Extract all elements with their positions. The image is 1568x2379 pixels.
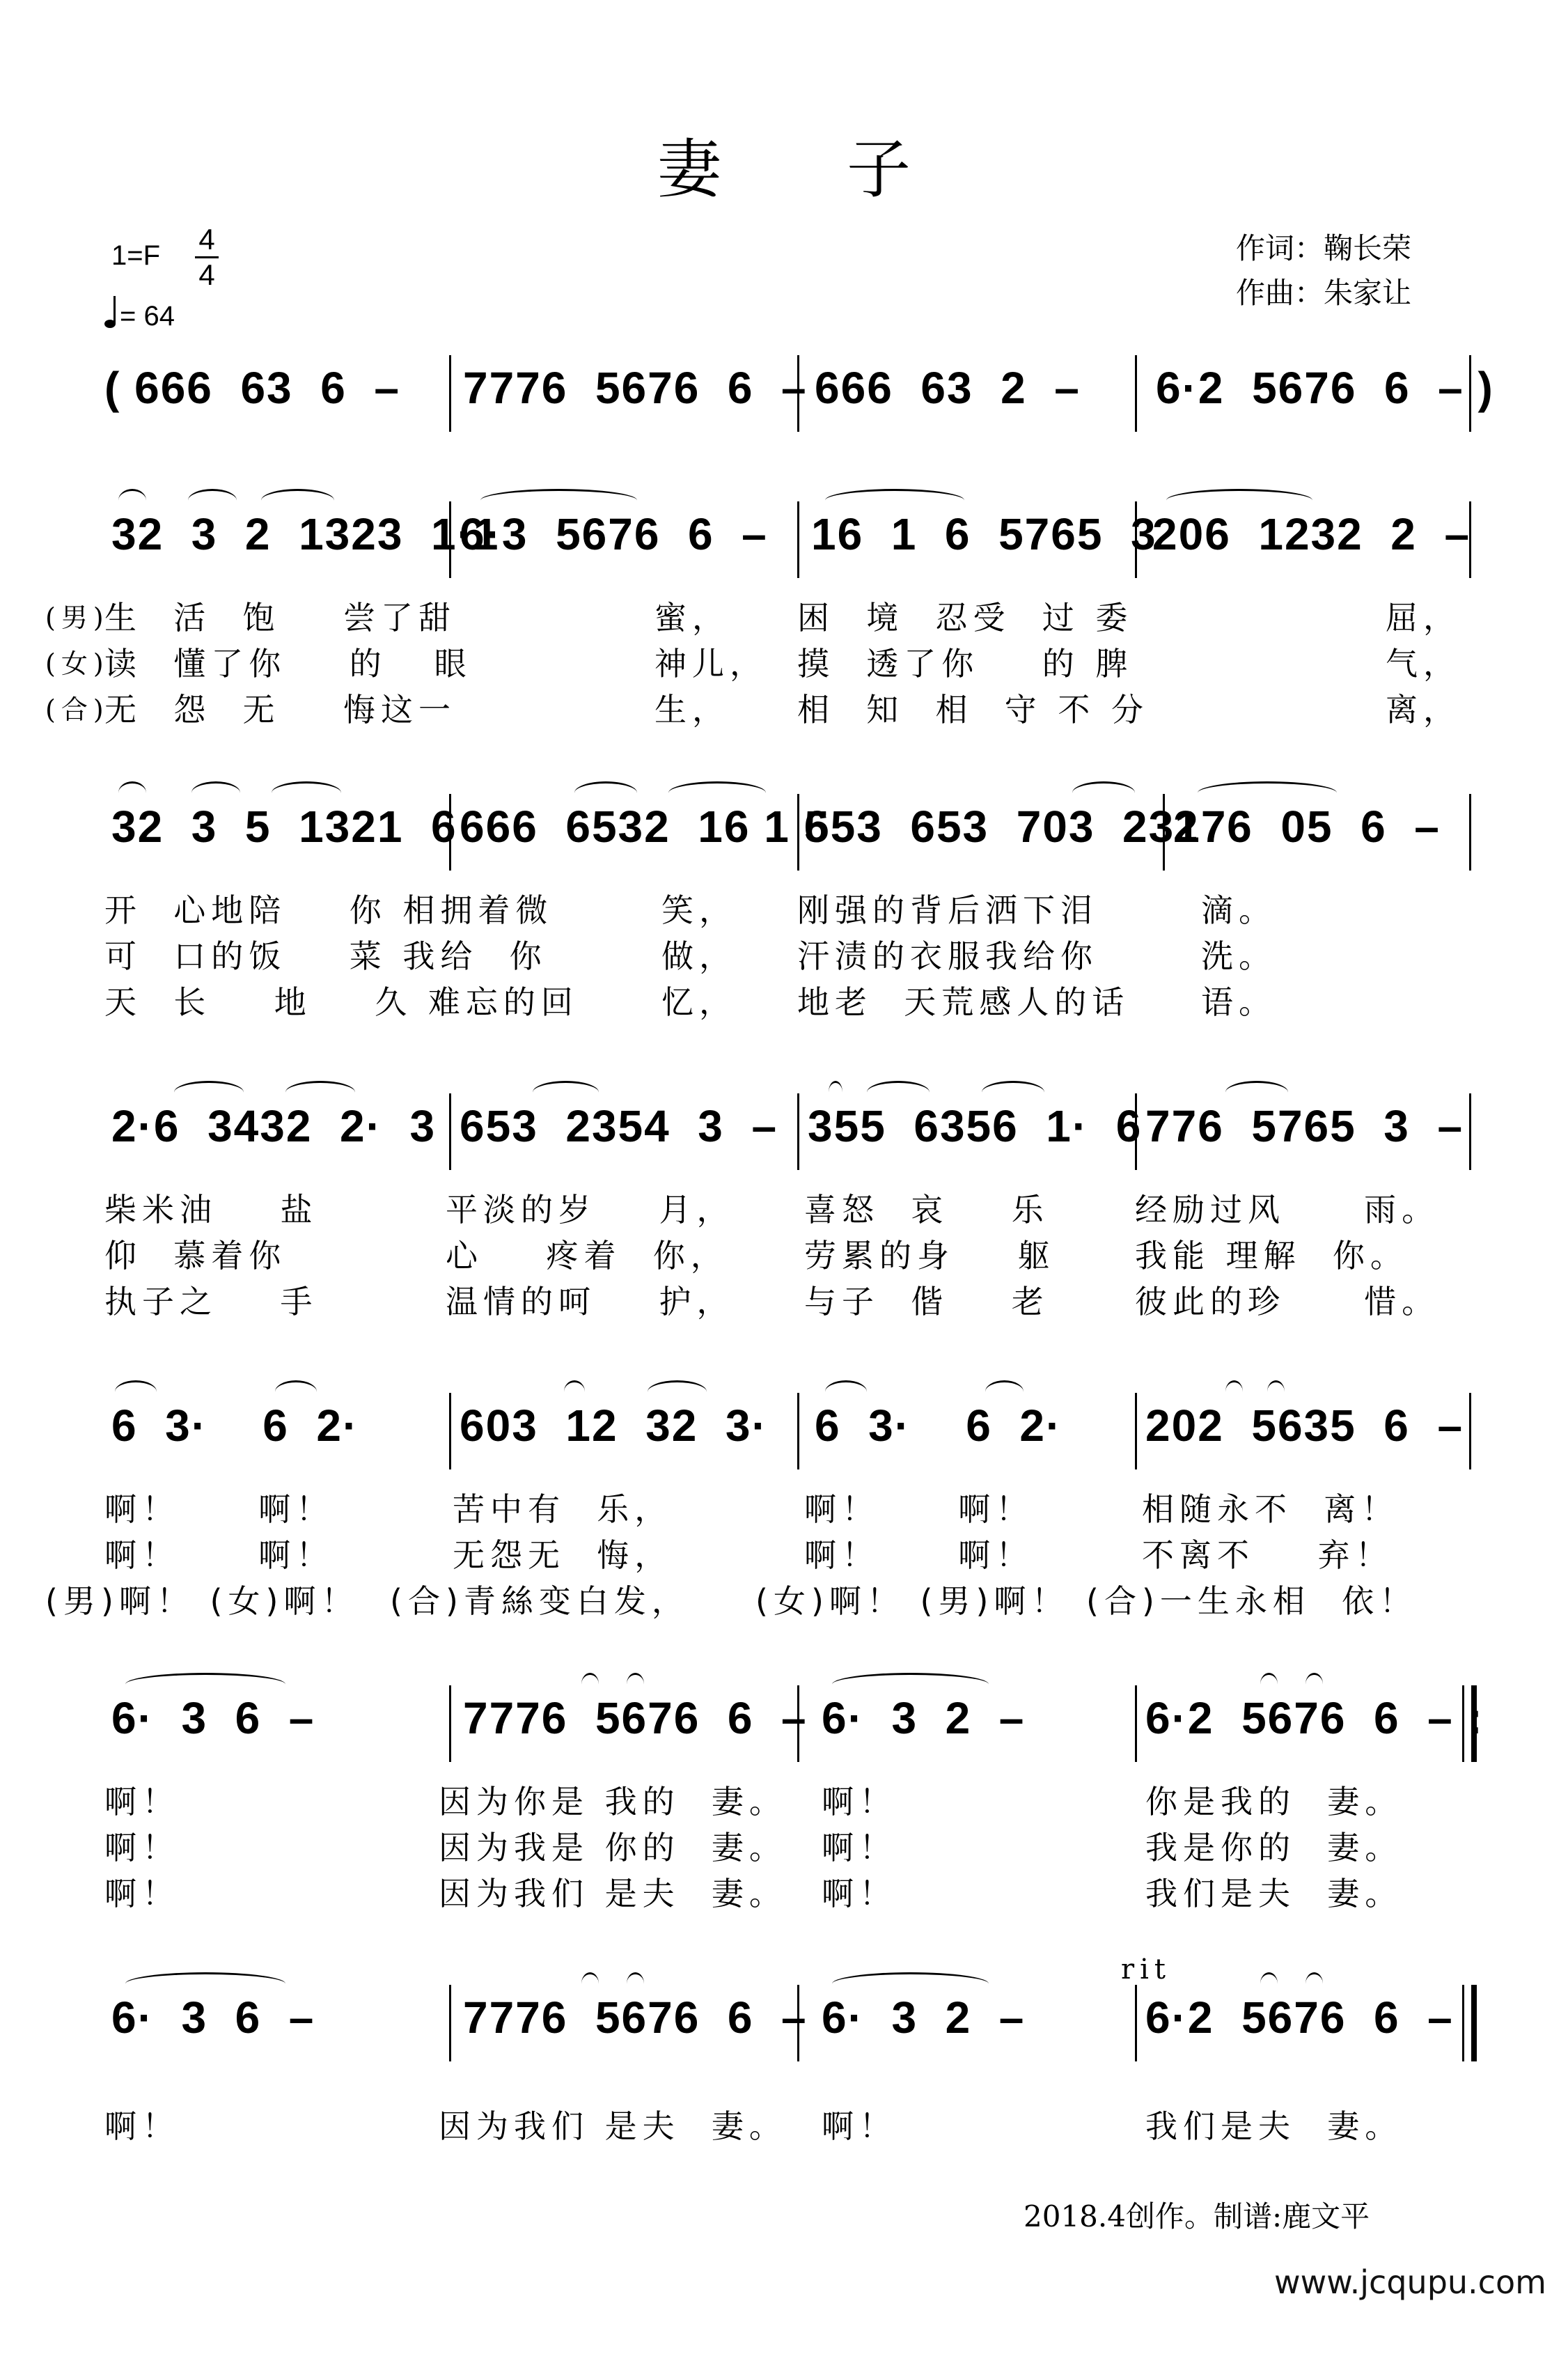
role-label: (合) (45, 694, 109, 725)
barline (797, 794, 799, 871)
barline (449, 794, 451, 871)
lyric-text: 因为我是 你的 妻。 (439, 1829, 787, 1866)
measure: 553 653 703 2317 (804, 802, 1228, 852)
lyric-row-verse-3 (104, 1871, 1483, 1917)
measure: 6· 3 2 – (822, 1693, 1026, 1743)
measure: 666 63 2 – (815, 363, 1081, 413)
barline (449, 1393, 451, 1469)
time-signature-top: 4 (198, 223, 215, 256)
lyric-text: 天 长 地 久 难忘的回 (104, 983, 579, 1021)
measure: 7776 5676 6 – (463, 1992, 808, 2043)
watermark: www.jcqupu.com (1274, 2263, 1546, 2301)
measure: ( 666 63 6 – (104, 363, 400, 413)
lyric-row-verse-2 (45, 641, 1483, 687)
lyrics-block (104, 2103, 1483, 2149)
measure: 6·2 5676 6 – ) (1156, 363, 1494, 413)
lyric-text: 语。 (1201, 983, 1276, 1021)
barline (1135, 1685, 1137, 1762)
lyric-text: 啊！ 啊！ (804, 1536, 1034, 1574)
lyric-text: 洗。 (1201, 937, 1276, 975)
lyric-text: 可 口的饭 菜 我给 你 (104, 937, 547, 975)
lyric-row (104, 2103, 1483, 2149)
lyrics-block (104, 1779, 1483, 1917)
lyric-text: 因为你是 我的 妻。 (439, 1783, 787, 1820)
lyric-row-verse-1 (104, 1779, 1483, 1825)
staff (104, 1985, 1483, 2061)
lyric-text: 相 知 相 守 不 分 (797, 691, 1149, 728)
barline (797, 1393, 799, 1469)
repeat-end-barline (1462, 1685, 1477, 1762)
system-2 (45, 501, 1483, 733)
system-5 (45, 1393, 1483, 1624)
lyric-text: (男)啊！ (女)啊！ (45, 1582, 359, 1620)
lyrics-block (45, 595, 1483, 733)
lyric-row-verse-3 (104, 979, 1483, 1025)
lyric-text: 彼此的珍 惜。 (1135, 1283, 1440, 1320)
lyric-text: 我们是夫 妻。 (1145, 1875, 1403, 1912)
lyric-text: 啊！ (104, 1829, 180, 1866)
lyric-text: 啊！ (822, 1875, 897, 1912)
barline (449, 1685, 451, 1762)
barline (1469, 1393, 1471, 1469)
lyric-text: 啊！ (104, 2107, 180, 2145)
barline (1135, 1093, 1137, 1170)
system-3 (104, 794, 1483, 1025)
barline (1135, 355, 1137, 432)
lyric-row-verse-2 (104, 1233, 1483, 1279)
lyric-text: 啊！ 啊！ (804, 1490, 1034, 1528)
final-barline (1462, 1985, 1477, 2061)
lyric-text: 因为我们 是夫 妻。 (439, 1875, 787, 1912)
lyric-text: 心 疼着 你， (446, 1237, 728, 1274)
barline (797, 1093, 799, 1170)
barline (797, 1685, 799, 1762)
barline (449, 1093, 451, 1170)
barline (1135, 501, 1137, 578)
composer: 作曲：朱家让 (1236, 276, 1412, 310)
lyric-text: 喜怒 哀 乐 (804, 1191, 1049, 1228)
barline (1469, 1093, 1471, 1170)
lyric-text: 离， (1386, 691, 1461, 728)
lyric-row-verse-3 (45, 687, 1483, 733)
credits (1236, 226, 1411, 315)
measure: 6· 3 6 – (111, 1992, 315, 2043)
lyric-text: 困 境 忍受 过 委 (797, 599, 1134, 637)
barline (797, 355, 799, 432)
lyric-text: 柴米油 盐 (104, 1191, 318, 1228)
measure: 16 1 6 5765 3 (811, 509, 1157, 559)
barline (1469, 501, 1471, 578)
tempo-marking (104, 301, 175, 332)
lyric-text: 因为我们 是夫 妻。 (439, 2107, 787, 2145)
measure: 6·2 5676 6 – (1145, 1992, 1454, 2043)
lyric-text: 温情的呵 护， (446, 1283, 735, 1320)
role-label: (男) (45, 602, 109, 633)
barline (449, 1985, 451, 2061)
time-signature-bottom: 4 (198, 258, 215, 291)
measure: 6 3· 6 2· (111, 1401, 359, 1451)
lyric-text: 无怨无 悔， (453, 1536, 673, 1574)
lyric-text: 你是我的 妻。 (1145, 1783, 1403, 1820)
measure: 355 6356 1· 6 (808, 1101, 1143, 1151)
measure: 653 2354 3 – (460, 1101, 778, 1151)
system-6 (104, 1685, 1483, 1917)
lyric-text: 笑， (661, 891, 737, 929)
measure: 206 1232 2 – (1152, 509, 1471, 559)
lyric-row-verse-2 (104, 1532, 1483, 1578)
lyric-text: 神儿， (654, 645, 767, 682)
measure: 776 5765 3 – (1145, 1101, 1464, 1151)
lyric-text: 读 懂了你 的 眼 (104, 645, 472, 682)
lyric-row-verse-1 (104, 1187, 1483, 1233)
lyricist: 作词：鞠长荣 (1236, 231, 1412, 265)
lyric-row-verse-3 (45, 1578, 1483, 1624)
lyric-text: 啊！ 啊！ (104, 1490, 334, 1528)
lyric-text: 生， (654, 691, 730, 728)
lyric-row-verse-1 (104, 887, 1483, 933)
lyric-text: 我能 理解 你。 (1135, 1237, 1408, 1274)
measure: 6·2 5676 6 – : (1145, 1693, 1484, 1743)
lyric-text: 地老 天荒感人的话 (797, 983, 1130, 1021)
staff (104, 1393, 1483, 1469)
lyric-text: 平淡的岁 月， (446, 1191, 735, 1228)
lyrics-block (104, 887, 1483, 1025)
barline (797, 501, 799, 578)
lyric-text: 气， (1386, 645, 1461, 682)
system-7 (104, 1953, 1483, 2149)
song-title: 妻子 (657, 132, 1036, 207)
lyric-text: (合)青絲变白发， (390, 1582, 689, 1620)
measure: 32 3 2 1323 1·1 (111, 509, 500, 559)
lyric-text: 执子之 手 (104, 1283, 318, 1320)
lyric-text: 刚强的背后洒下泪 (797, 891, 1098, 929)
role-label: (女) (45, 648, 109, 679)
lyric-row-verse-3 (104, 1279, 1483, 1325)
lyric-text: 汗渍的衣服我给你 (797, 937, 1098, 975)
staff (104, 355, 1494, 432)
measure: 2 6 05 6 – (1173, 802, 1441, 852)
measure: 6·3 5676 6 – (460, 509, 768, 559)
lyric-text: 啊！ 啊！ (104, 1536, 334, 1574)
lyric-text: 忆， (661, 983, 737, 1021)
lyric-text: 蜜， (654, 599, 730, 637)
lyric-text: 经励过风 雨。 (1135, 1191, 1440, 1228)
lyric-text: 与子 偕 老 (804, 1283, 1049, 1320)
lyrics-block (104, 1187, 1483, 1325)
measure: 7776 5676 6 – (463, 363, 808, 413)
lyric-text: (合)一生永相 依！ (1086, 1582, 1418, 1620)
lyric-text: 生 活 饱 尝了甜 (104, 599, 456, 637)
lyric-text: 啊！ (822, 2107, 897, 2145)
staff (104, 794, 1483, 871)
lyric-text: 无 怨 无 悔这一 (104, 691, 456, 728)
quarter-note-icon (104, 320, 116, 328)
barline (797, 1985, 799, 2061)
lyric-text: 开 心地陪 你 相拥着微 (104, 891, 554, 929)
measure: 666 6532 16 1 6 (460, 802, 831, 852)
footer-credit: 2018.4创作。制谱:鹿文平 (1024, 2199, 1370, 2233)
lyric-text: 啊！ (822, 1829, 897, 1866)
measure: 6· 3 6 – (111, 1693, 315, 1743)
barline (1469, 794, 1471, 871)
lyric-text: (女)啊！ (男)啊！ (755, 1582, 1069, 1620)
lyrics-block (45, 1486, 1483, 1624)
lyric-row-verse-1 (104, 1486, 1483, 1532)
barline (449, 501, 451, 578)
lyric-row-verse-1 (45, 595, 1483, 641)
barline (449, 355, 451, 432)
lyric-text: 仰 慕着你 (104, 1237, 287, 1274)
measure: 202 5635 6 – (1145, 1401, 1464, 1451)
lyric-text: 屈， (1386, 599, 1461, 637)
staff (104, 1093, 1483, 1170)
lyric-text: 摸 透了你 的 脾 (797, 645, 1134, 682)
measure: 6· 3 2 – (822, 1992, 1026, 2043)
lyric-text: 啊！ (822, 1783, 897, 1820)
lyric-text: 啊！ (104, 1875, 180, 1912)
lyric-text: 我们是夫 妻。 (1145, 2107, 1403, 2145)
time-signature (195, 224, 219, 290)
measure: 2·6 3432 2· 3 (111, 1101, 437, 1151)
key-signature: 1=F (111, 240, 161, 271)
tempo-value: = 64 (120, 301, 175, 332)
barline (1163, 794, 1165, 871)
barline (1135, 1985, 1137, 2061)
staff (104, 501, 1483, 578)
lyric-text: 我是你的 妻。 (1145, 1829, 1403, 1866)
lyric-text: 不离不 弃！ (1142, 1536, 1393, 1574)
measure: 7776 5676 6 – (463, 1693, 808, 1743)
lyric-text: 滴。 (1201, 891, 1276, 929)
lyric-row-verse-2 (104, 933, 1483, 979)
barline (1135, 1393, 1137, 1469)
lyric-text: 劳累的身 躯 (804, 1237, 1056, 1274)
staff (104, 1685, 1483, 1762)
barline (1469, 355, 1471, 432)
lyric-text: 做， (661, 937, 737, 975)
lyric-row-verse-2 (104, 1825, 1483, 1871)
system-1 (104, 355, 1494, 432)
system-4 (104, 1093, 1483, 1325)
lyric-text: 啊！ (104, 1783, 180, 1820)
lyric-text: 苦中有 乐， (453, 1490, 673, 1528)
lyric-text: 相随永不 离！ (1142, 1490, 1400, 1528)
measure: 6 3· 6 2· (815, 1401, 1063, 1451)
ritardando-marking: rit (1121, 1953, 1171, 1986)
measure: 603 12 32 3· (460, 1401, 768, 1451)
measure: 32 3 5 1321 6 (111, 802, 457, 852)
